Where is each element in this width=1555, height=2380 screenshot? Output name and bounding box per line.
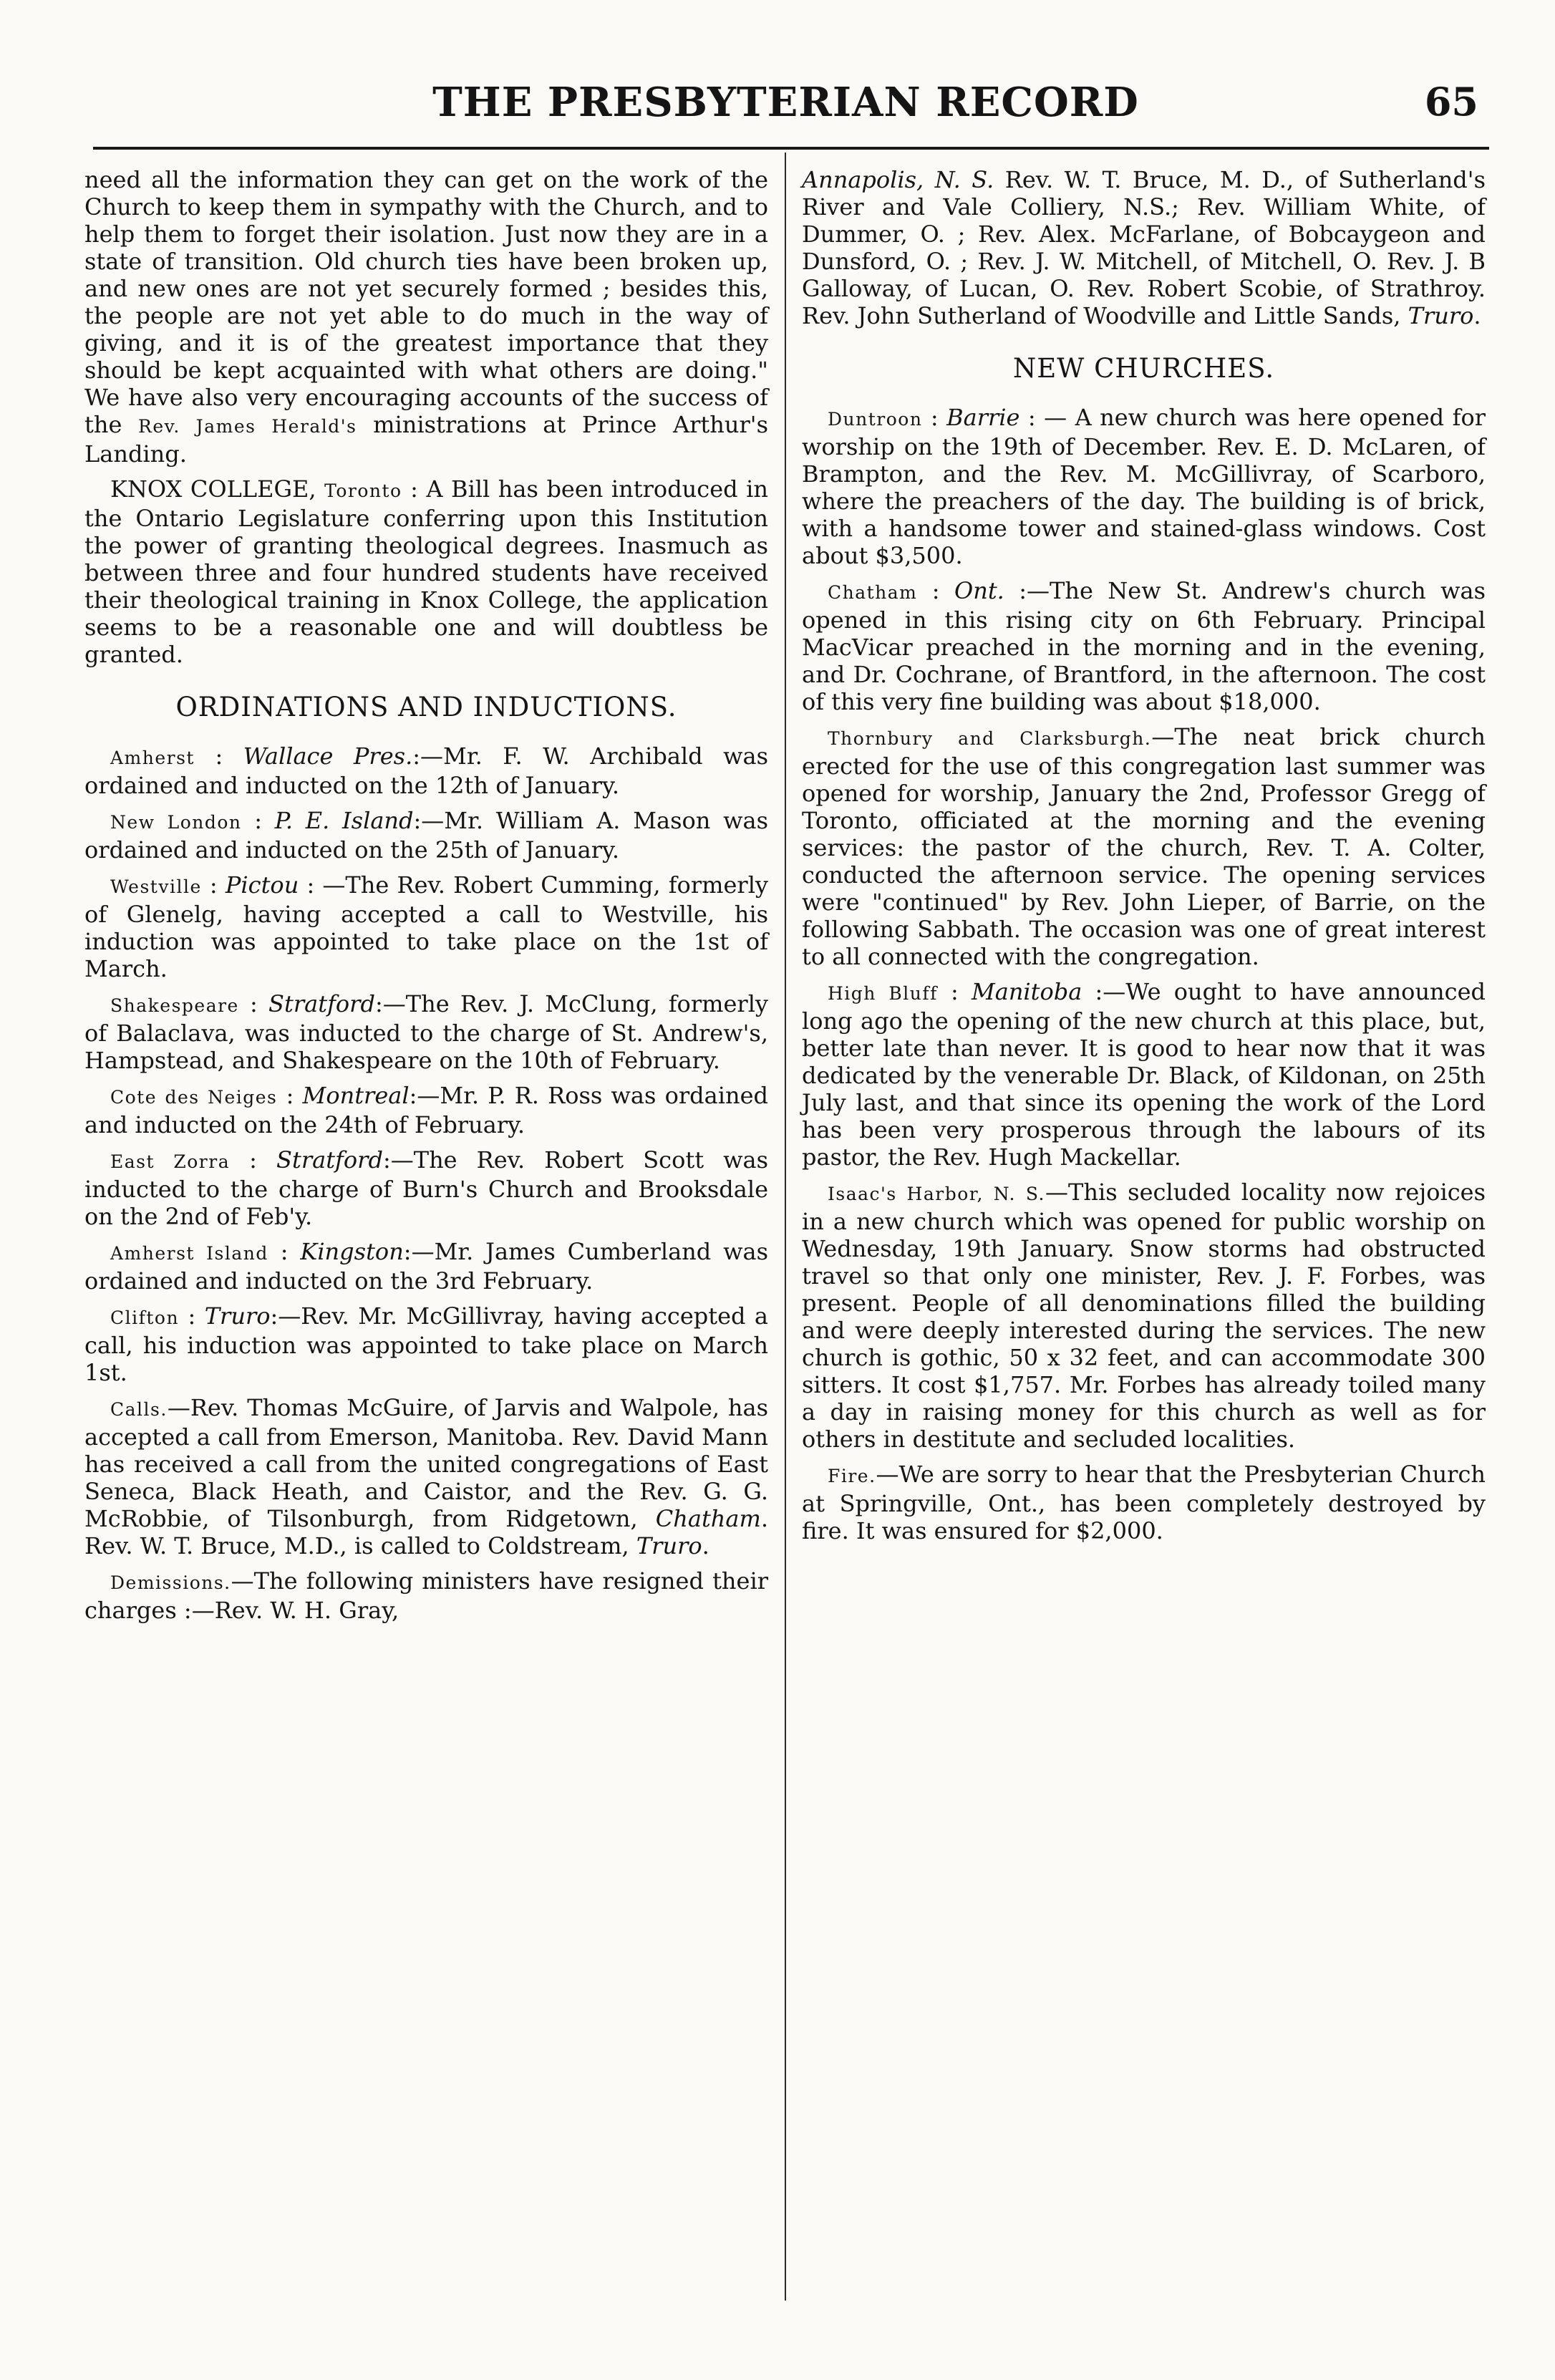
page-number: 65 [1424, 79, 1478, 125]
cont-end: . [1473, 302, 1481, 329]
entry-presbytery: Pictou [225, 871, 299, 899]
new-churches-heading: NEW CHURCHES. [1012, 353, 1275, 384]
entry-presbytery: Montreal [302, 1082, 410, 1109]
entry-text: : — A new church was here opened for worship on the 19th of December. Rev. E. D. McLaren, of Brampton, and the Rev. M. McGillivray, of Scarboro, where the preachers of the day. The building is of brick, with a handsome tower and stained-glass windows. Cost about $3,500. [802, 404, 1486, 569]
header-rule [93, 147, 1489, 150]
entry-text: :—Mr. P. R. Ross was ordained and inducted on the 24th of February. [84, 1082, 769, 1138]
entry-text: :—Mr. James Cumberland was ordained and inducted on the 3rd February. [84, 1238, 769, 1295]
entry-presbytery: Ont. [954, 577, 1004, 604]
entry-place: Chatham [828, 582, 918, 603]
calls-end: . [702, 1532, 709, 1559]
calls-text: —Rev. Thomas McGuire, of Jarvis and Walpole, has accepted a call from Emerson, Manitoba. Rev. David Mann has received a call from the united congregations of East Seneca, Black Heath, and Caistor, and the Rev. G. G. McRobbie, of Tilsonburgh, from Ridgetown, [84, 1394, 768, 1532]
calls-paragraph [84, 1394, 768, 1559]
entry-presbytery: Truro [204, 1302, 271, 1330]
cont-place: Annapolis, N. S. [802, 166, 994, 193]
demissions-label: Demissions. [110, 1572, 231, 1593]
entry-text: :—Mr. William A. Mason was ordained and inducted on the 25th of January. [84, 807, 769, 864]
entry-place: Fire. [828, 1466, 876, 1486]
calls-label: Calls. [110, 1399, 168, 1420]
ordination-entry: Amherst : Wallace Pres.:—Mr. F. W. Archibald was ordained and inducted on the 12th of January. [84, 742, 769, 799]
church-entry: Chatham : Ont. :—The New St. Andrew's church was opened in this rising city on 6th February. Principal MacVicar preached in the morning and in the evening, and Dr. Cochrane, of Brantford, in the afternoon. The cost of this very fine building was about $18,000. [802, 577, 1486, 715]
entry-place: High Bluff [828, 983, 938, 1004]
resignations-continued [802, 166, 1486, 329]
intro-name: Rev. James Herald's [138, 416, 357, 437]
knox-place: Toronto [324, 480, 402, 501]
entry-text: :—The Rev. Robert Scott was inducted to the charge of Burn's Church and Brooksdale on the 2nd of Feb'y. [84, 1146, 769, 1230]
ordination-entry: Amherst Island : Kingston:—Mr. James Cumberland was ordained and inducted on the 3rd February. [84, 1238, 769, 1295]
entry-text: —The neat brick church erected for the use of this congregation last summer was opened for worship, January the 2nd, Professor Gregg of Toronto, officiated at the morning and the evening services: the pastor of the church, Rev. T. A. Colter, conducted the afternoon service. The opening services were "continued" by Rev. John Lieper, of Barrie, on the following Sabbath. The occasion was one of great interest to all connected with the congregation. [802, 723, 1486, 970]
ordination-entry: Cote des Neiges : Montreal:—Mr. P. R. Ross was ordained and inducted on the 24th of February. [84, 1082, 769, 1138]
calls-text2: . Rev. W. T. Bruce, M.D., is called to Coldstream, [84, 1505, 768, 1559]
ordination-entry: Clifton : Truro:—Rev. Mr. McGillivray, having accepted a call, his induction was appointed to take place on March 1st. [84, 1302, 769, 1386]
cont-text: Rev. W. T. Bruce, M. D., of Sutherland's River and Vale Colliery, N.S.; Rev. William White, of Dummer, O. ; Rev. Alex. McFarlane, of Bobcaygeon and Dunsford, O. ; Rev. J. W. Mitchell, of Mitchell, O. Rev. J. B Galloway, of Lucan, O. Rev. Robert Scobie, of Strathroy. Rev. John Sutherland of Woodville and Little Sands, [802, 166, 1486, 329]
entry-text: :—The New St. Andrew's church was opened in this rising city on 6th February. Principal MacVicar preached in the morning and in the evening, and Dr. Cochrane, of Brantford, in the afternoon. The cost of this very fine building was about $18,000. [802, 577, 1486, 715]
calls-truro: Truro [636, 1532, 702, 1559]
knox-college-paragraph [84, 475, 768, 668]
entry-presbytery: Stratford [268, 990, 375, 1017]
entry-place: New London [110, 812, 242, 833]
running-title: THE PRESBYTERIAN RECORD [432, 79, 1139, 126]
left-column [84, 166, 768, 1632]
entry-text: : —The Rev. Robert Cumming, formerly of Glenelg, having accepted a call to Westville, his induction was appointed to take place on the 1st of March. [84, 871, 769, 982]
intro-tail: ministrations at Prince Arthur's Landing. [84, 411, 769, 468]
demissions-text: —The following ministers have resigned their charges :—Rev. W. H. Gray, [84, 1567, 768, 1624]
ordination-entry: Shakespeare : Stratford:—The Rev. J. McClung, formerly of Balaclava, was inducted to the charge of St. Andrew's, Hampstead, and Shakespeare on the 10th of February. [84, 990, 769, 1074]
entry-presbytery: Stratford [276, 1146, 383, 1174]
entry-presbytery: Wallace Pres. [243, 742, 413, 770]
knox-text: : A Bill has been introduced in the Ontario Legislature conferring upon this Institution the power of granting theological degrees. Inasmuch as between three and four hundred students have received their theological training in Knox College, the application seems to be a reasonable one and will doubtless be granted. [84, 475, 769, 668]
entry-place: Westville [110, 876, 202, 897]
ordination-entry: Westville : Pictou : —The Rev. Robert Cumming, formerly of Glenelg, having accepted a call to Westville, his induction was appointed to take place on the 1st of March. [84, 871, 769, 982]
entry-presbytery: P. E. Island [274, 807, 414, 834]
column-divider [785, 153, 786, 2301]
entry-text: —This secluded locality now rejoices in a new church which was opened for public worship on Wednesday, 19th January. Snow storms had obstructed travel so that only one minister, Rev. J. F. Forbes, was present. People of all denominations filled the building and were deeply interested during the services. The new church is gothic, 50 x 32 feet, and can accommodate 300 sitters. It cost $1,757. Mr. Forbes has already toiled many a day in raising money for this church as well as for others in destitute and secluded localities. [802, 1179, 1486, 1453]
church-entry: Duntroon : Barrie : — A new church was here opened for worship on the 19th of December. Rev. E. D. McLaren, of Brampton, and the Rev. M. McGillivray, of Scarboro, where the preachers of the day. The building is of brick, with a handsome tower and stained-glass windows. Cost about $3,500. [802, 404, 1486, 569]
entry-place: Thornbury and Clarksburgh. [828, 728, 1152, 749]
entry-presbytery: Barrie [946, 404, 1020, 431]
entry-presbytery: Kingston [300, 1238, 404, 1265]
ordination-entry: East Zorra : Stratford:—The Rev. Robert Scott was inducted to the charge of Burn's Church and Brooksdale on the 2nd of Feb'y. [84, 1146, 769, 1230]
demissions-paragraph [84, 1567, 768, 1624]
church-entry [802, 1461, 1486, 1544]
intro-paragraph [84, 166, 768, 468]
entry-text: —We are sorry to hear that the Presbyterian Church at Springville, Ont., has been completely destroyed by fire. It was ensured for $2,000. [802, 1461, 1486, 1544]
ordination-entry: New London : P. E. Island:—Mr. William A. Mason was ordained and inducted on the 25th of January. [84, 807, 769, 864]
right-column [802, 166, 1486, 1552]
entry-text: :—Rev. Mr. McGillivray, having accepted a call, his induction was appointed to take place on March 1st. [84, 1302, 769, 1386]
cont-truro: Truro [1408, 302, 1474, 329]
church-entry [802, 1179, 1486, 1453]
entry-place: Shakespeare [110, 995, 239, 1016]
entry-text: :—The Rev. J. McClung, formerly of Balaclava, was inducted to the charge of St. Andrew's, Hampstead, and Shakespeare on the 10th of February. [84, 990, 769, 1074]
entry-place: Amherst Island [110, 1243, 268, 1264]
page-header [93, 79, 1478, 143]
entry-place: Amherst [110, 748, 195, 768]
entry-presbytery: Manitoba [971, 978, 1082, 1005]
entry-place: Duntroon [828, 409, 923, 430]
entry-place: Clifton [110, 1307, 180, 1328]
entry-text: :—We ought to have announced long ago the opening of the new church at this place, but, better late than never. It is good to hear now that it was dedicated by the venerable Dr. Black, of Kildonan, on 25th July last, and that since its opening the work of the Lord has been very prosperous through the labours of its pastor, the Rev. Hugh Mackellar. [802, 978, 1486, 1171]
church-entry: High Bluff : Manitoba :—We ought to have announced long ago the opening of the new church at this place, but, better late than never. It is good to hear now that it was dedicated by the venerable Dr. Black, of Kildonan, on 25th July last, and that since its opening the work of the Lord has been very prosperous through the labours of its pastor, the Rev. Hugh Mackellar. [802, 978, 1486, 1171]
entry-place: East Zorra [110, 1151, 231, 1172]
intro-text: need all the information they can get on the work of the Church to keep them in sympathy with the Church, and to help them to forget their isolation. Just now they are in a state of transition. Old church ties have been broken up, and new ones are not yet securely formed ; besides this, the people are not yet able to do much in the way of giving, and it is of the greatest importance that they should be kept acquainted with what others are doing." We have also very encouraging accounts of the success of the [84, 166, 768, 438]
knox-lead: KNOX COLLEGE, [110, 475, 325, 503]
entry-text: :—Mr. F. W. Archibald was ordained and inducted on the 12th of January. [84, 742, 769, 799]
calls-chatham: Chatham [655, 1505, 761, 1532]
ordinations-heading: ORDINATIONS AND INDUCTIONS. [175, 692, 677, 722]
church-entry [802, 723, 1486, 970]
entry-place: Isaac's Harbor, N. S. [828, 1184, 1045, 1204]
entry-place: Cote des Neiges [110, 1087, 278, 1108]
